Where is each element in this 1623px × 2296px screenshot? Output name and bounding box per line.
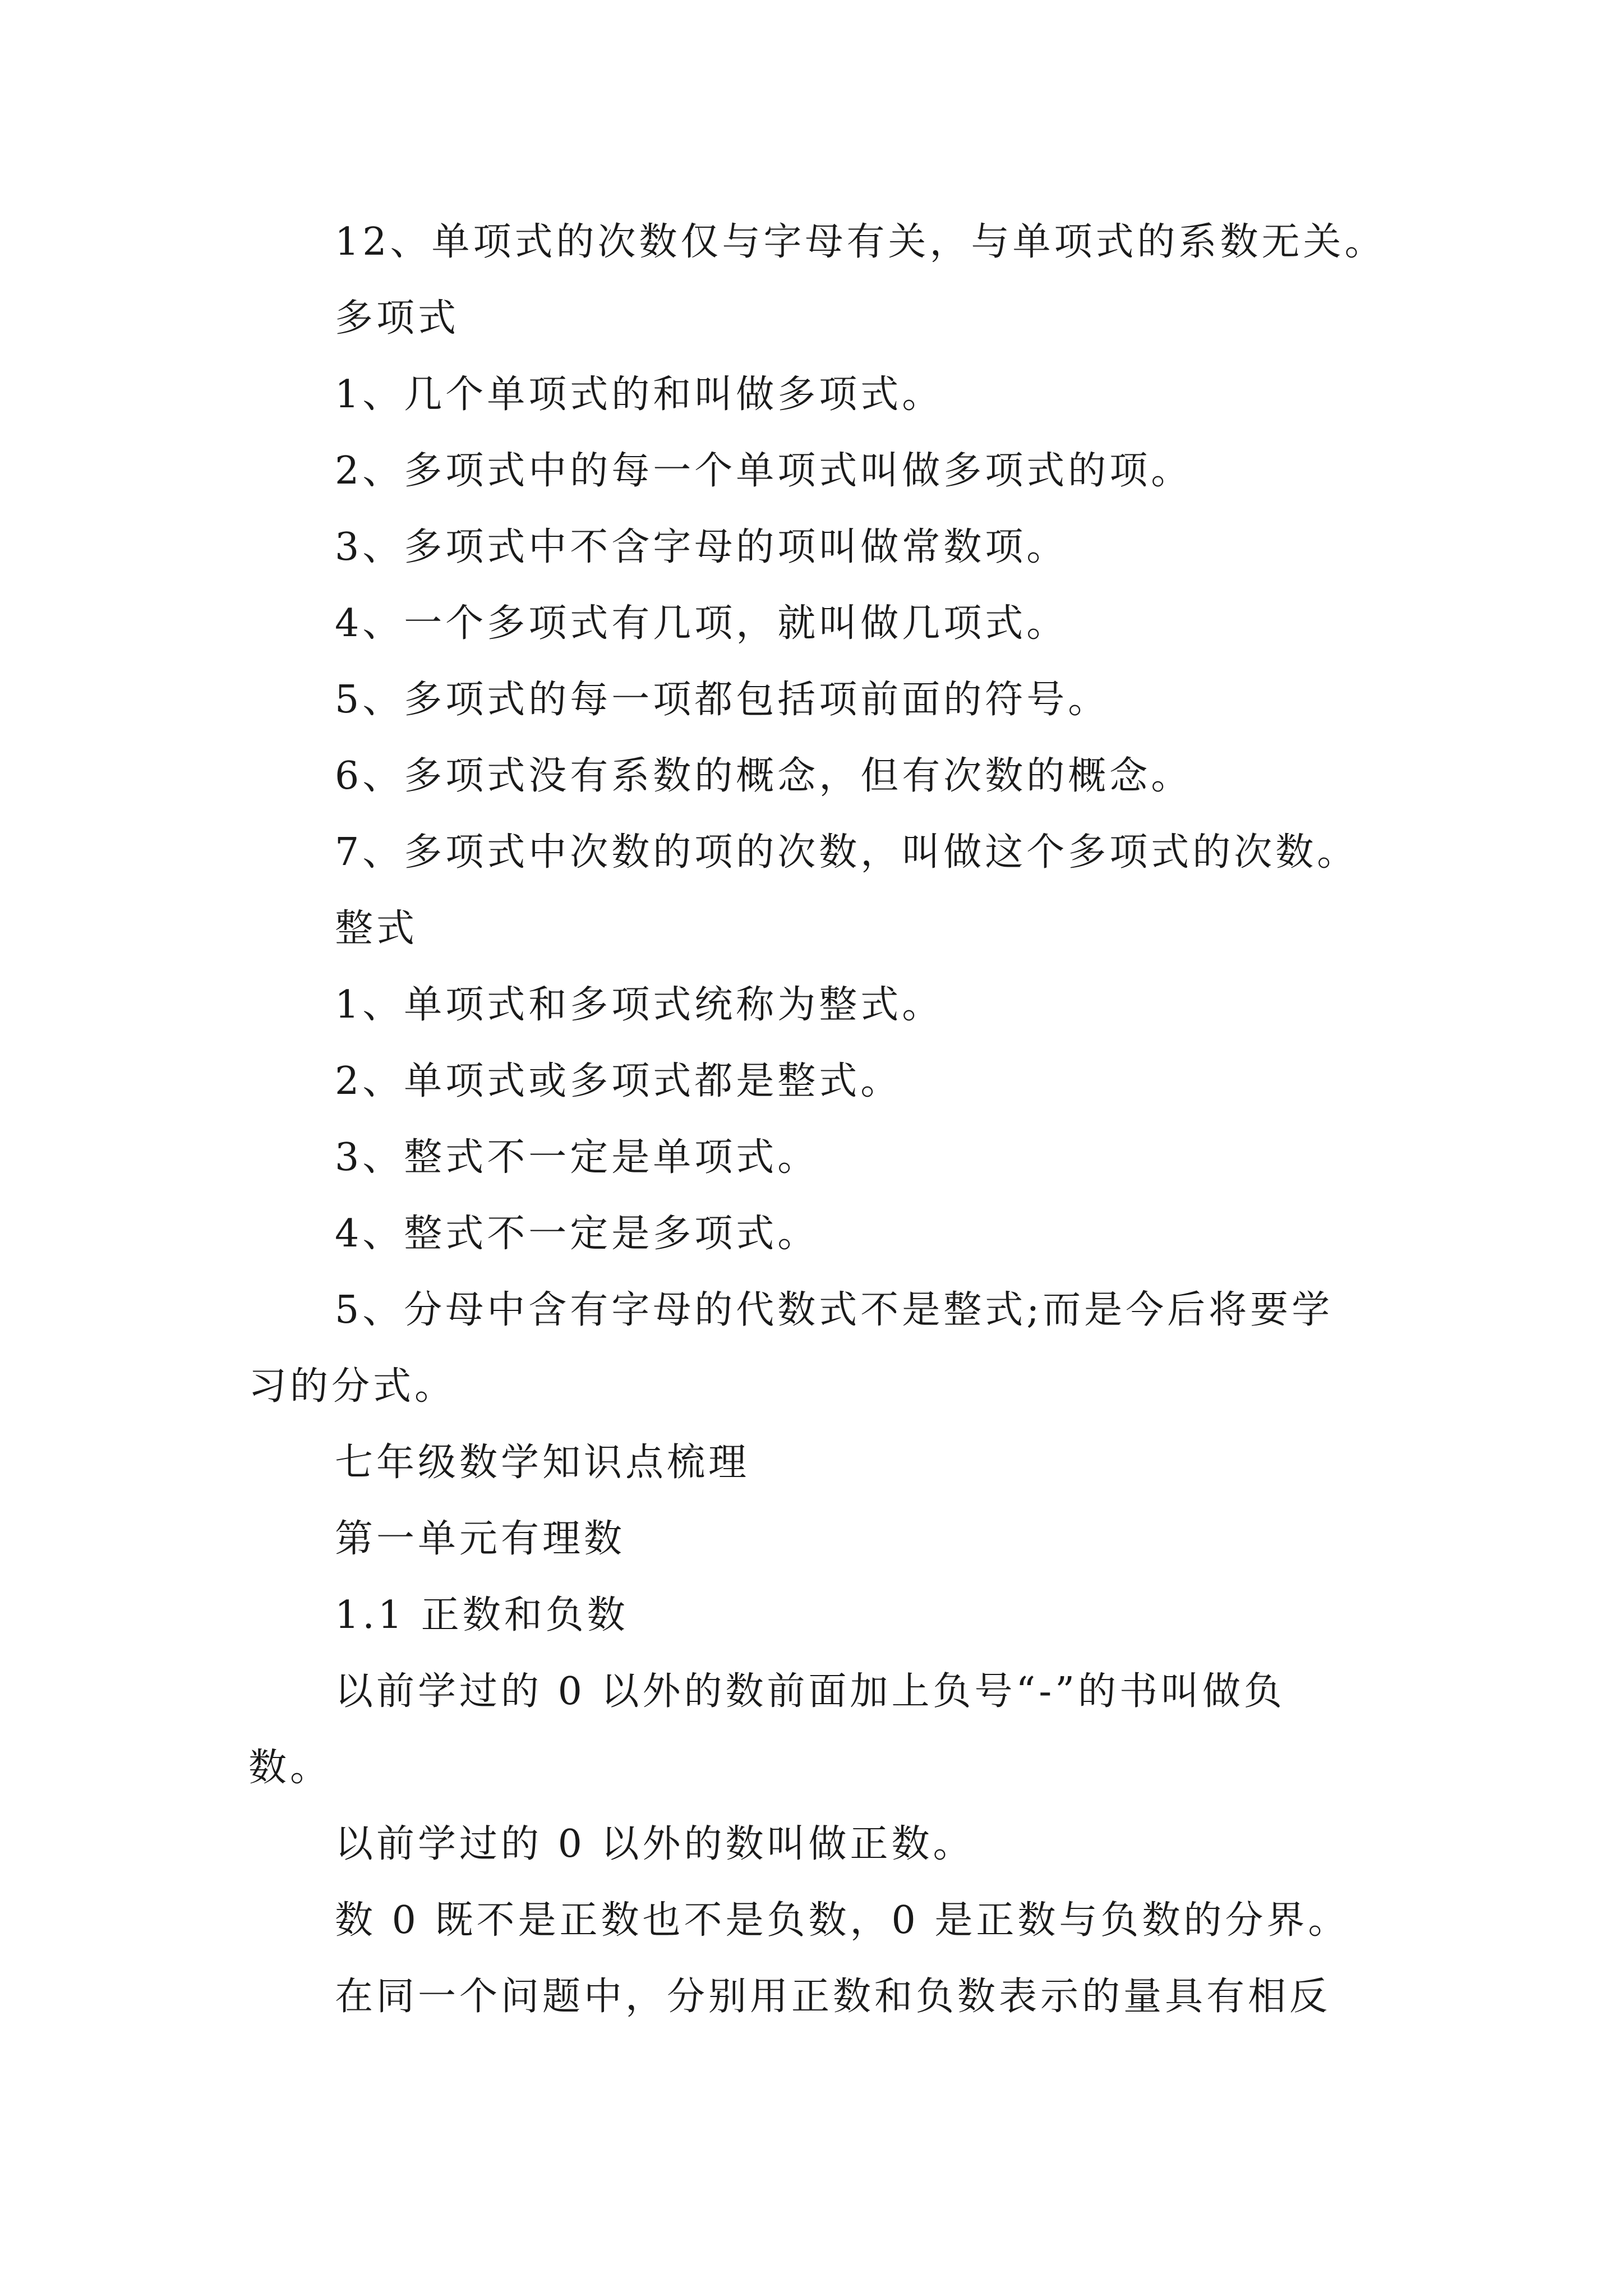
text-line: 4、一个多项式有几项，就叫做几项式。: [335, 601, 1068, 646]
text-line: 3、整式不一定是单项式。: [335, 1135, 819, 1180]
text-line: 在同一个问题中，分别用正数和负数表示的量具有相反: [335, 1975, 1331, 2019]
text-line: 数 0 既不是正数也不是负数，0 是正数与负数的分界。: [335, 1898, 1350, 1943]
text-line: 以前学过的 0 以外的数前面加上负号“-”的书叫做负: [335, 1669, 1285, 1714]
text-line: 7、多项式中次数的项的次数，叫做这个多项式的次数。: [335, 830, 1359, 875]
text-line: 2、单项式或多项式都是整式。: [335, 1059, 902, 1103]
text-line: 5、分母中含有字母的代数式不是整式;而是今后将要学: [335, 1288, 1334, 1332]
subsection-title: 1.1 正数和负数: [335, 1593, 629, 1637]
heading-polynomial: 多项式: [335, 296, 460, 341]
text-line: 3、多项式中不含字母的项叫做常数项。: [335, 525, 1068, 569]
heading-integral-expression: 整式: [335, 907, 418, 951]
text-line-continuation: 数。: [248, 1746, 332, 1790]
text-line: 1、单项式和多项式统称为整式。: [335, 983, 944, 1027]
text-line: 4、整式不一定是多项式。: [335, 1212, 819, 1256]
text-line: 6、多项式没有系数的概念，但有次数的概念。: [335, 754, 1193, 798]
text-line: 12、单项式的次数仅与字母有关，与单项式的系数无关。: [335, 220, 1386, 264]
text-line: 以前学过的 0 以外的数叫做正数。: [335, 1822, 975, 1866]
text-line: 1、几个单项式的和叫做多项式。: [335, 372, 944, 417]
section-title: 七年级数学知识点梳理: [335, 1441, 750, 1485]
text-line: 5、多项式的每一项都包括项前面的符号。: [335, 678, 1110, 722]
text-line: 2、多项式中的每一个单项式叫做多项式的项。: [335, 449, 1193, 493]
unit-title: 第一单元有理数: [335, 1517, 626, 1561]
text-line-continuation: 习的分式。: [248, 1364, 457, 1409]
